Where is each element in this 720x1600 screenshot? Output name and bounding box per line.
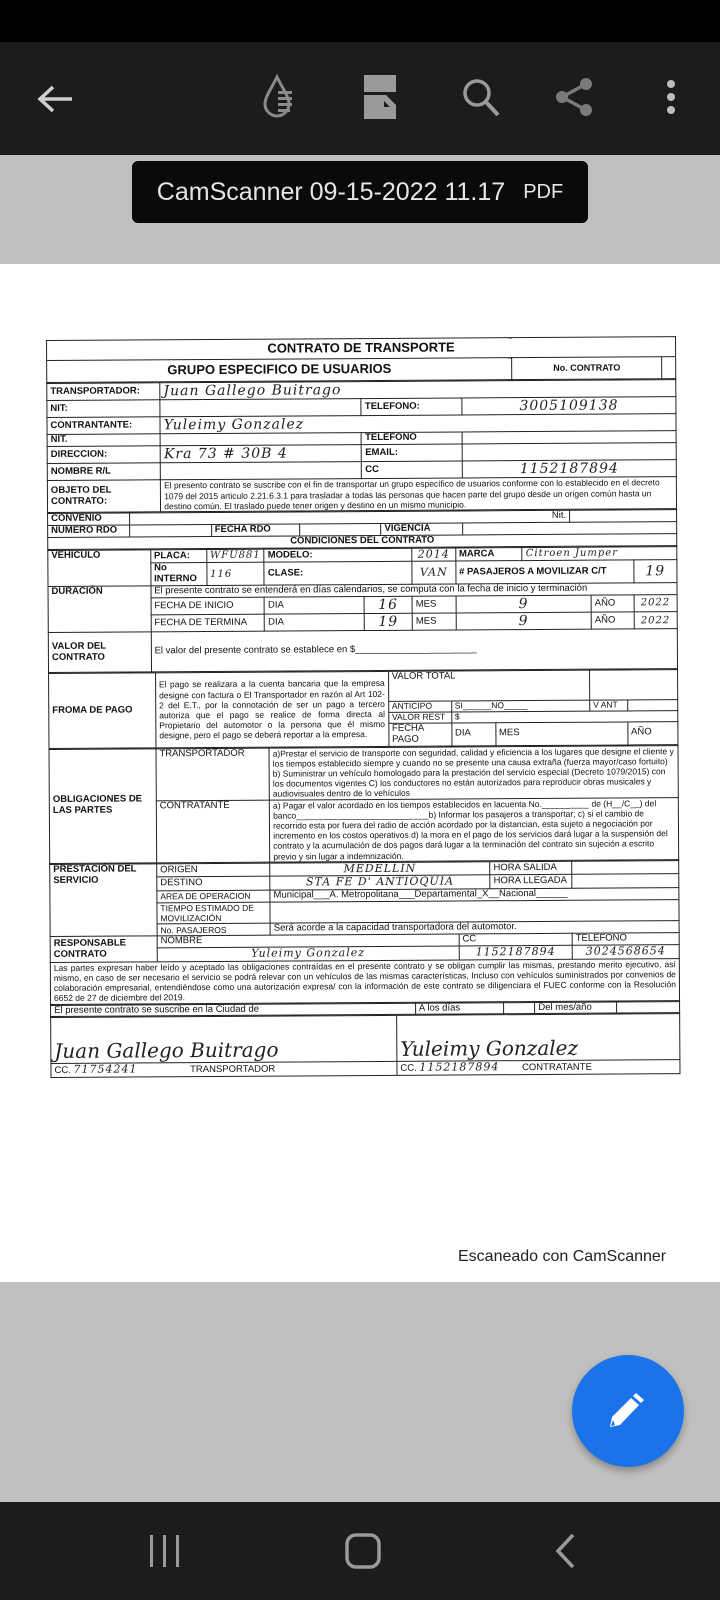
inicio-ano-label: AÑO: [591, 595, 634, 612]
vehiculo-label: VEHICULO: [48, 550, 151, 587]
area-text: Municipal___A. Metropolitana___Departamental_X__Nacional______: [270, 888, 679, 902]
document-title-pill: [132, 161, 588, 223]
pago-mes-label: MES: [495, 722, 627, 746]
transportador-value: Juan Gallego Buitrago: [160, 380, 676, 400]
cc-contratante: 1152187894: [419, 1060, 500, 1075]
termina-dia-label: DIA: [265, 614, 365, 632]
valor-label: VALOR DEL CONTRATO: [48, 632, 151, 673]
pago-ano-label: AÑO: [627, 721, 677, 744]
cc-transportador: 71754241: [73, 1062, 138, 1077]
termina-ano-value: 2022: [634, 612, 677, 629]
placa-label: PLACA:: [150, 549, 206, 563]
resp-cc-label: CC: [459, 934, 572, 947]
resp-nombre: Yuleimy Gonzalez: [157, 946, 459, 961]
termina-mes-label: MES: [412, 613, 456, 630]
modelo-label: MODELO:: [264, 548, 412, 563]
responsable-label: RESPONSABLE CONTRATO: [50, 936, 157, 962]
pasajeros-label: # PASAJEROS A MOVILIZAR C/T: [456, 560, 634, 584]
anticipo-label: ANTICIPO: [388, 701, 451, 712]
cc-value: 1152187894: [462, 460, 676, 478]
obligaciones-label: OBLIGACIONES DE LAS PARTES: [49, 749, 157, 864]
v-ant-label: V ANT: [590, 700, 628, 711]
clausula-text: Las partes expresan haber leído y aceptado las obligaciones contraídas en el presente contrato y se obligan cumplir las mismas, prestando merito ejecutivo, así mismo, en caso de ser necesario el servicio se podrá relevar con un vehículos de las mismas características, Incluso con vehículos suministrados por convenios de colaboración empresarial, entendiéndose como una autorización expresa/ con la información de este contrato se diligenciara el FUEC conforme con la Resolución 6652 de 27 de diciembre del 2019.: [50, 958, 679, 1004]
valor-total-label: VALOR TOTAL: [388, 670, 589, 701]
marca-label: MARCA: [455, 547, 522, 561]
tiempo-label: TIEMPO ESTIMADO DE MOVILIZACIÓN: [157, 902, 270, 924]
search-icon[interactable]: [458, 74, 504, 120]
recent-apps-icon[interactable]: [140, 1526, 190, 1576]
telefono-label: TELEFONO:: [361, 398, 462, 416]
clase-value: VAN: [412, 561, 456, 584]
pago-label: FROMA DE PAGO: [49, 673, 156, 748]
email-label: EMAIL:: [362, 444, 463, 462]
cc-prefix-contratante: CC.: [400, 1063, 417, 1075]
valor-text: El valor del presente contrato se establece en $_______________________: [151, 629, 678, 672]
pencil-edit-icon: [606, 1387, 650, 1436]
transportador-role: TRANSPORTADOR: [156, 748, 270, 801]
objeto-label: OBJETO DEL CONTRATO:: [47, 480, 160, 512]
numero-rdo-label: NUMERO RDO: [48, 525, 130, 537]
file-type-label: PDF: [523, 180, 564, 203]
form-subtitle: GRUPO ESPECIFICO DE USUARIOS: [47, 358, 513, 383]
area-label: AREA DE OPERACION: [157, 890, 270, 903]
placa-value: WFU881: [206, 549, 264, 563]
sign-transportador-label: TRANSPORTADOR: [190, 1064, 276, 1076]
origen-value: MEDELLIN: [270, 862, 490, 877]
share-icon[interactable]: [552, 74, 596, 120]
pasajeros-value: 19: [633, 560, 677, 583]
no-contrato-value: [661, 357, 675, 379]
origen-label: ORIGEN: [157, 863, 270, 877]
nit3-label: Nit.: [129, 510, 569, 525]
ink-saver-icon[interactable]: [260, 72, 310, 122]
marca-value: Citroen Jumper: [522, 546, 677, 561]
ciudad-label: El presente contrato se suscribe en la Ciudad de: [51, 1003, 416, 1017]
document-name: CamScanner 09-15-2022 11.17: [156, 177, 506, 206]
hora-salida-label: HORA SALIDA: [490, 861, 572, 875]
si-no-text: SI______NO_____: [451, 700, 589, 712]
sign-contratante-label: CONTRATANTE: [522, 1062, 592, 1074]
telefono2-label: TELEFONO: [362, 432, 463, 445]
telefono-value: 3005109138: [462, 397, 676, 415]
back-icon[interactable]: [540, 1526, 590, 1576]
signature-transportador: Juan Gallego Buitrago: [54, 1038, 279, 1064]
back-arrow-icon[interactable]: [30, 74, 80, 124]
more-options-icon[interactable]: [656, 74, 686, 120]
duracion-label: DURACIÓN: [48, 586, 151, 633]
transportador-label: TRANSPORTADOR:: [47, 383, 160, 401]
dias-label: A los días: [415, 1002, 503, 1014]
resp-tel: 3024568654: [572, 945, 679, 959]
form-title: CONTRATO DE TRANSPORTE: [47, 337, 676, 361]
contratante-obligations: a) Pagar el valor acordado en los tiempos establecidos en lacuenta No.__________ de (H__/C__) del banco____________________________b) Informar los pasajeros a transportar; c) si el cambio de recorrido esta por fuera del radio de acción acordado por la distancian, esta sujeto a negociación por incremento en los costos operativos d) la mora en el pago de los servicios dará lugar a la suspensión del contrato y la acumulación de dos pagos dará lugar a la terminación del contrato sin sujeción a escrito previo y sin lugar a indemnización.: [269, 797, 678, 862]
signature-contratante: Yuleimy Gonzalez: [400, 1036, 579, 1062]
fecha-pago-label: FECHA PAGO: [389, 723, 452, 746]
fecha-inicio-label: FECHA DE INICIO: [151, 597, 265, 615]
objeto-text: El presento contrato se suscribe con el fin de transportar un grupo específico de usuarios conforme con lo establecido en el decreto 1079 del 2015 articulo 2.21.6.3.1 para trasladar a todas las personas que hacen parte del grupo desde un origen común hasta un destino común. El traslado puede tener origen y destino en un mismo municipio.: [161, 477, 677, 512]
inicio-dia-value: 16: [364, 596, 412, 613]
resp-tel-label: TELEFONO: [572, 933, 679, 946]
inicio-mes-label: MES: [412, 596, 456, 613]
transportador-obligations: a)Prestar el servicio de transporte con seguridad, calidad y eficiencia a los lugares que designe el cliente y los tiempos establecido siempre y cuando no se presente una causa extraña (fuerza mayor/caso fortuito) b) Suministrar un vehículo homologado para la prestación del servicio especial (Decreto 1079/2015) con los documentos vigentes C) los conductores no están autorizados para reproducir obras musicales y audiovisuales dentro de lo vehículos: [269, 745, 678, 799]
clase-label: CLASE:: [264, 562, 412, 586]
contract-form: [46, 336, 680, 1078]
no-pasajeros-label: No. PASAJEROS: [157, 923, 270, 936]
fecha-termina-label: FECHA DE TERMINA: [151, 614, 265, 632]
termina-dia-value: 19: [364, 613, 412, 630]
page-layout-icon[interactable]: [362, 72, 398, 122]
modelo-value: 2014: [412, 548, 456, 562]
destino-label: DESTINO: [157, 877, 270, 891]
direccion-label: DIRECCION:: [47, 446, 160, 464]
no-interno-label: No INTERNO: [151, 563, 207, 586]
termina-ano-label: AÑO: [591, 612, 634, 629]
destino-value: STA FE D' ANTIOQUIA: [270, 875, 490, 890]
vigencia-label: VIGENCIA: [381, 523, 463, 535]
cc-prefix-transportador: CC.: [54, 1065, 71, 1077]
no-contrato-label: No. CONTRATO: [512, 357, 662, 380]
inicio-dia-label: DIA: [264, 597, 364, 615]
home-icon[interactable]: [338, 1526, 388, 1576]
nombre-rl-label: NOMBRE R/L: [47, 463, 160, 481]
contratante-label: CONTRANTANTE:: [47, 417, 160, 435]
pago-dia-label: DIA: [451, 723, 495, 746]
prestacion-label: PRESTACIÓN DEL SERVICIO: [50, 864, 157, 937]
inicio-ano-value: 2022: [634, 595, 677, 612]
camscanner-watermark: Escaneado con CamScanner: [458, 1248, 667, 1265]
no-interno-value: 116: [207, 563, 265, 586]
app-bar: [0, 42, 720, 155]
pago-text: El pago se realizara a la cuenta bancaria que la empresa designe con factura o El Transportador en razón al Art 102-2 del E.T., por la connotación de ser un pago a tercero autoriza que el pago se realice de forma directa al Propietario del automotor o la persona que él mismo designe, pero el pago se deberá reportar a la empresa.: [155, 672, 388, 748]
nit-label: NIT:: [47, 400, 160, 418]
nombre-label: NOMBRE: [157, 934, 459, 948]
convenio-label: CONVENIO: [48, 513, 130, 525]
nit2-label: NIT.: [47, 434, 160, 447]
direccion-value: Kra 73 # 30B 4: [160, 445, 361, 463]
condiciones-label: CONDICIONES DEL CONTRATO: [48, 533, 677, 549]
no-pasajeros-text: Será acorde a la capacidad transportadora del automotor.: [270, 921, 679, 935]
resp-cc: 1152187894: [459, 945, 572, 959]
inicio-mes-value: 9: [456, 595, 592, 613]
contratante-role: CONTRATANTE: [156, 800, 270, 863]
cc-label: CC: [362, 461, 463, 479]
system-nav-bar: [0, 1502, 720, 1600]
contratante-value: Yuleimy Gonzalez: [160, 414, 676, 434]
status-bar: [0, 0, 720, 42]
valor-rest-label: VALOR REST: [388, 712, 451, 723]
mes-ano-label: Del mes/año: [535, 1002, 617, 1014]
fecha-rdo-label: FECHA RDO: [211, 524, 299, 536]
edit-button[interactable]: [572, 1355, 684, 1467]
valor-rest-value: $: [451, 711, 678, 723]
hora-llegada-label: HORA LLEGADA: [490, 875, 572, 889]
termina-mes-value: 9: [456, 612, 592, 630]
duracion-text: El presente contrato se entenderá en días calendarios, se computa con la fecha de inicio y terminación: [151, 583, 677, 598]
